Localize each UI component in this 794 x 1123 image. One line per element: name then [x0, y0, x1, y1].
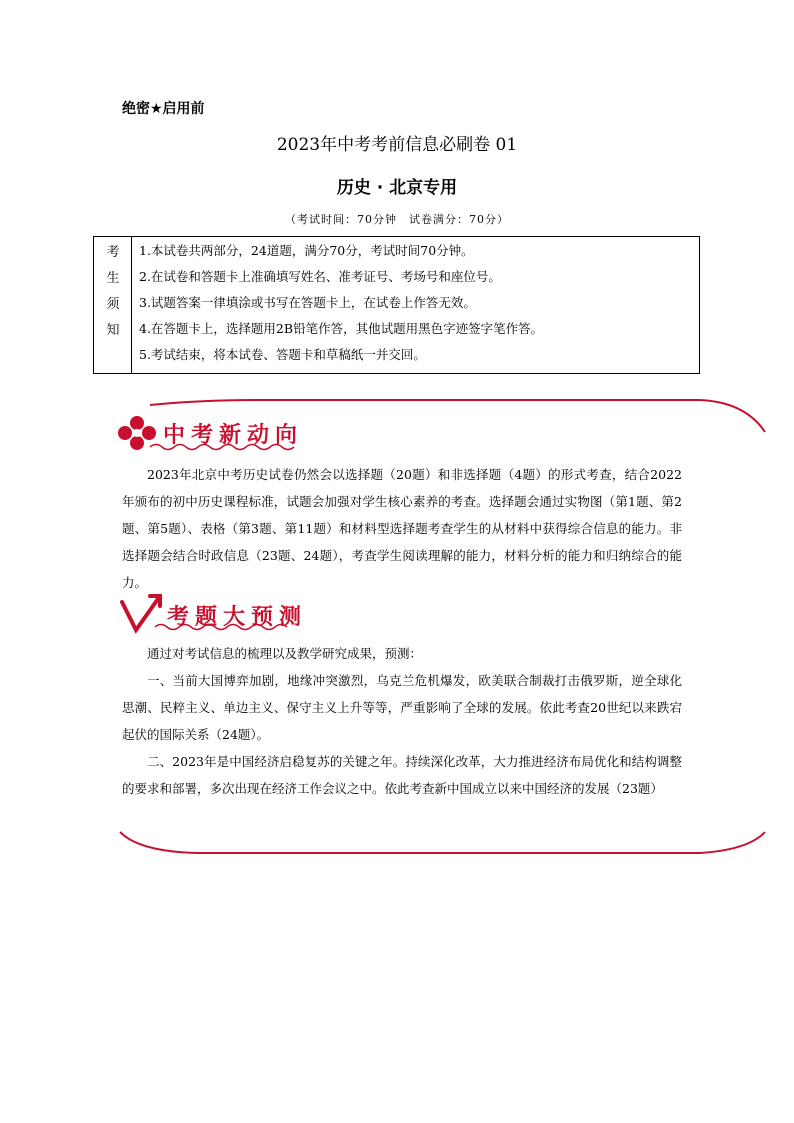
prediction-item-1: 一、当前大国博弈加剧，地缘冲突激烈，乌克兰危机爆发，欧美联合制裁打击俄罗斯，逆全球化思潮、民粹主义、单边主义、保守主义上升等等，严重影响了全球的发展。依此考查20世纪以来跌宕起伏的国际关系（24题）。 [122, 673, 682, 742]
clover-icon [118, 416, 156, 450]
arrow-check-icon [122, 596, 160, 630]
exam-info: （考试时间：70分钟 试卷满分：70分） [285, 213, 509, 226]
heading-predictions: 考题大预测 [167, 605, 308, 630]
exam-subject: 历史 · 北京专用 [336, 178, 458, 198]
section1-paragraph [122, 461, 682, 596]
notice-label-char: 考 [106, 245, 120, 260]
section2-paragraphs [122, 640, 682, 802]
notice-label-char: 知 [106, 323, 120, 338]
trends-text: 2023年北京中考历史试卷仍然会以选择题（20题）和非选择题（4题）的形式考查，结合2022年颁布的初中历史课程标准，试题会加强对学生核心素养的考查。选择题会通过实物图（第1题、第2题、第5题）、表格（第3题、第11题）和材料型选择题考查学生的从材料中获得综合信息的能力。非选择题会结合时政信息（23题、24题），考查学生阅读理解的能力，材料分析的能力和归纳综合的能力。 [122, 467, 682, 590]
notice-label-char: 须 [106, 297, 120, 312]
bottom-frame-arc [120, 832, 765, 853]
notice-item: 4.在答题卡上，选择题用2B铅笔作答，其他试题用黑色字迹签字笔作答。 [139, 321, 544, 336]
notice-item: 5.考试结束，将本试卷、答题卡和草稿纸一并交回。 [139, 347, 426, 362]
heading-new-trends: 中考新动向 [163, 423, 304, 448]
exam-title: 2023年中考考前信息必刷卷 01 [276, 135, 518, 155]
notice-item: 1.本试卷共两部分，24道题，满分70分，考试时间70分钟。 [139, 243, 474, 258]
prediction-intro: 通过对考试信息的梳理以及教学研究成果，预测： [147, 646, 423, 661]
notice-label-char: 生 [106, 271, 120, 286]
confidential-mark: 绝密★启用前 [122, 101, 205, 117]
prediction-item-2: 二、2023年是中国经济启稳复苏的关键之年。持续深化改革，大力推进经济布局优化和结构调整的要求和部署，多次出现在经济工作会议之中。依此考查新中国成立以来中国经济的发展（23题） [122, 754, 682, 796]
notice-item: 2.在试卷和答题卡上准确填写姓名、准考证号、考场号和座位号。 [139, 269, 501, 284]
notice-item: 3.试题答案一律填涂或书写在答题卡上，在试卷上作答无效。 [139, 295, 476, 310]
